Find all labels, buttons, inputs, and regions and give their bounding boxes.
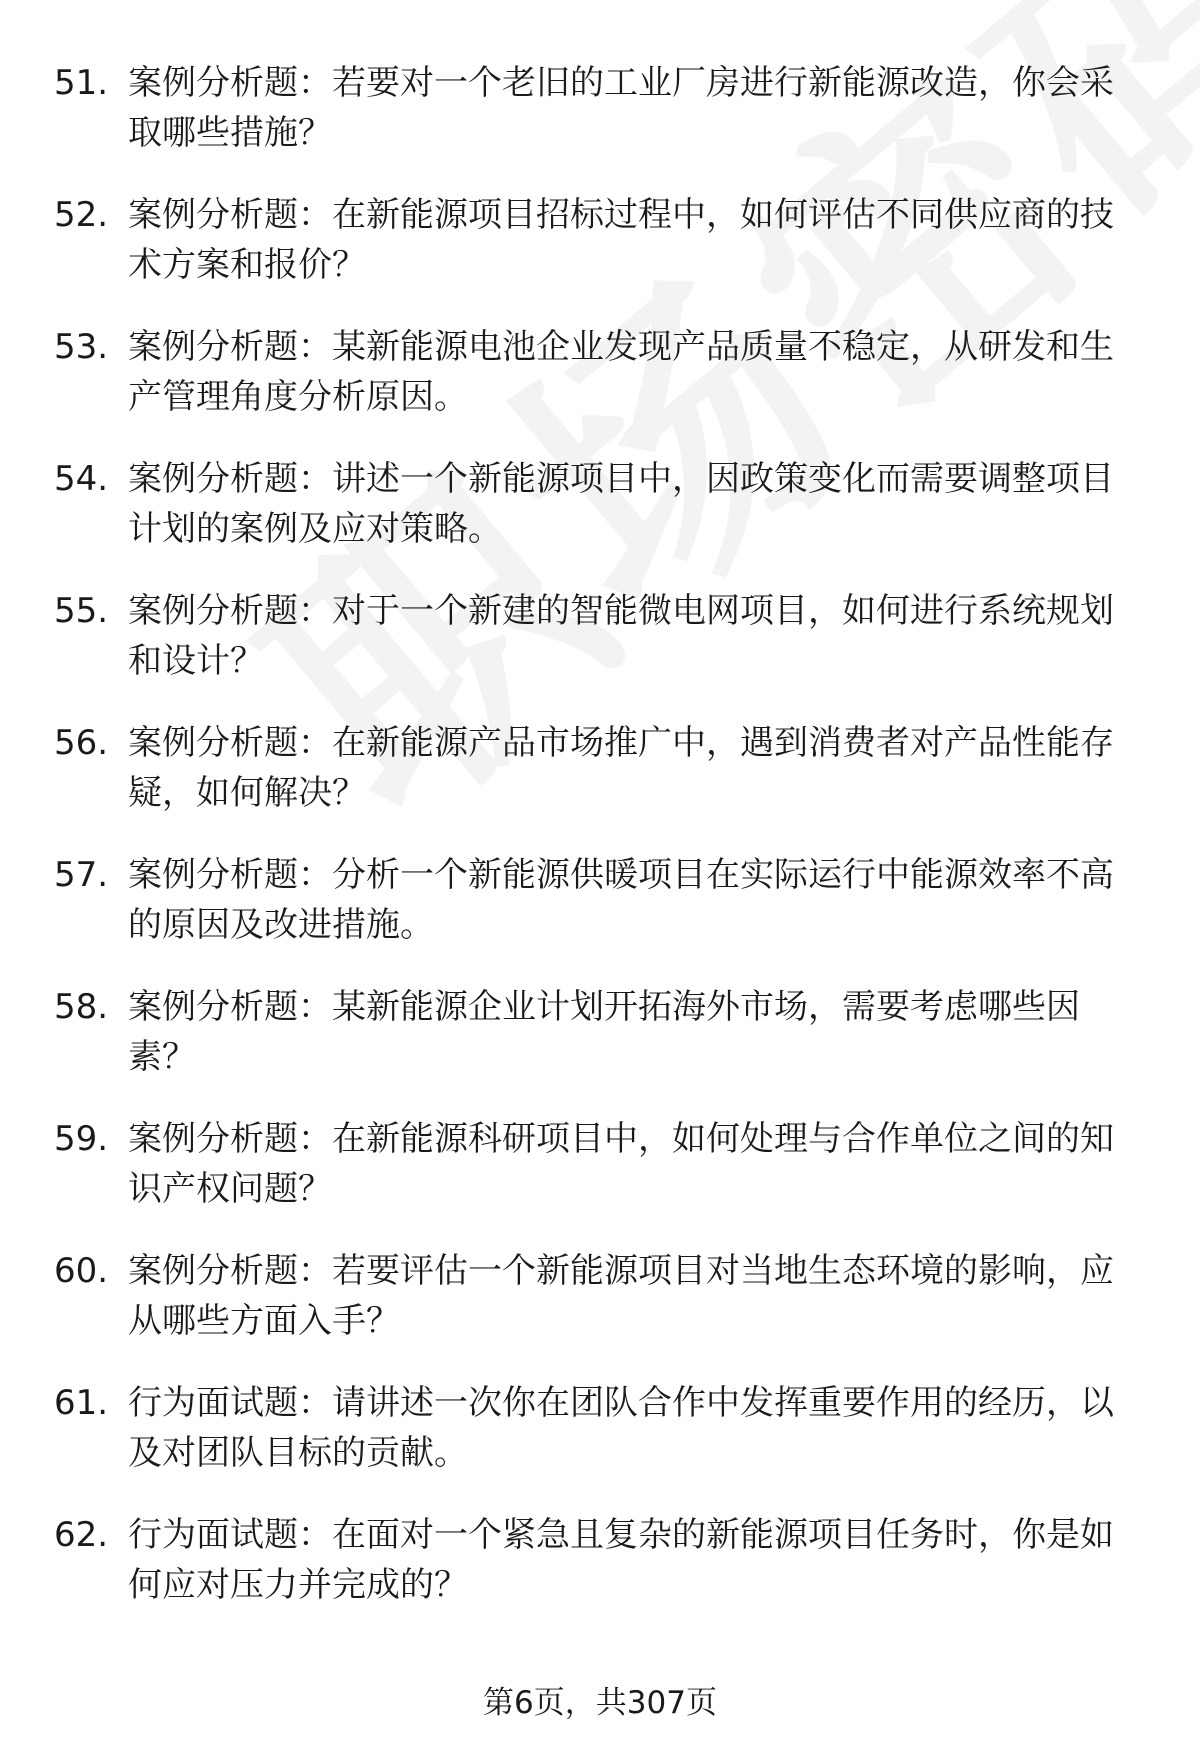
question-item: [54, 718, 1134, 816]
question-number: 54.: [54, 459, 109, 499]
question-number: 61.: [54, 1383, 109, 1423]
question-item: [54, 982, 1134, 1080]
question-text: 行为面试题：请讲述一次你在团队合作中发挥重要作用的经历，以及对团队目标的贡献。: [128, 1383, 1114, 1473]
question-text: 案例分析题：在新能源项目招标过程中，如何评估不同供应商的技术方案和报价？: [128, 195, 1114, 285]
question-text: 行为面试题：在面对一个紧急且复杂的新能源项目任务时，你是如何应对压力并完成的？: [128, 1515, 1114, 1605]
question-number: 62.: [54, 1515, 109, 1555]
question-list: [54, 58, 1134, 1642]
question-item: [54, 190, 1134, 288]
page-footer: 第6页，共307页: [483, 1685, 717, 1721]
question-item: [54, 1114, 1134, 1212]
question-item: [54, 58, 1134, 156]
question-number: 58.: [54, 987, 109, 1027]
question-item: [54, 1246, 1134, 1344]
question-text: 案例分析题：在新能源科研项目中，如何处理与合作单位之间的知识产权问题？: [128, 1119, 1114, 1209]
question-number: 57.: [54, 855, 109, 895]
question-text: 案例分析题：某新能源企业计划开拓海外市场，需要考虑哪些因素？: [128, 987, 1080, 1077]
question-number: 60.: [54, 1251, 109, 1291]
question-number: 53.: [54, 327, 109, 367]
question-number: 55.: [54, 591, 109, 631]
question-text: 案例分析题：若要对一个老旧的工业厂房进行新能源改造，你会采取哪些措施？: [128, 63, 1114, 153]
question-number: 52.: [54, 195, 109, 235]
question-number: 56.: [54, 723, 109, 763]
question-text: 案例分析题：讲述一个新能源项目中，因政策变化而需要调整项目计划的案例及应对策略。: [128, 459, 1114, 549]
question-item: [54, 454, 1134, 552]
question-text: 案例分析题：某新能源电池企业发现产品质量不稳定，从研发和生产管理角度分析原因。: [128, 327, 1114, 417]
question-text: 案例分析题：若要评估一个新能源项目对当地生态环境的影响，应从哪些方面入手？: [128, 1251, 1114, 1341]
question-item: [54, 322, 1134, 420]
question-item: [54, 1510, 1134, 1608]
question-item: [54, 850, 1134, 948]
question-text: 案例分析题：分析一个新能源供暖项目在实际运行中能源效率不高的原因及改进措施。: [128, 855, 1114, 945]
question-text: 案例分析题：对于一个新建的智能微电网项目，如何进行系统规划和设计？: [128, 591, 1114, 681]
question-item: [54, 1378, 1134, 1476]
question-number: 59.: [54, 1119, 109, 1159]
question-number: 51.: [54, 63, 109, 103]
question-item: [54, 586, 1134, 684]
question-text: 案例分析题：在新能源产品市场推广中，遇到消费者对产品性能存疑，如何解决？: [128, 723, 1114, 813]
